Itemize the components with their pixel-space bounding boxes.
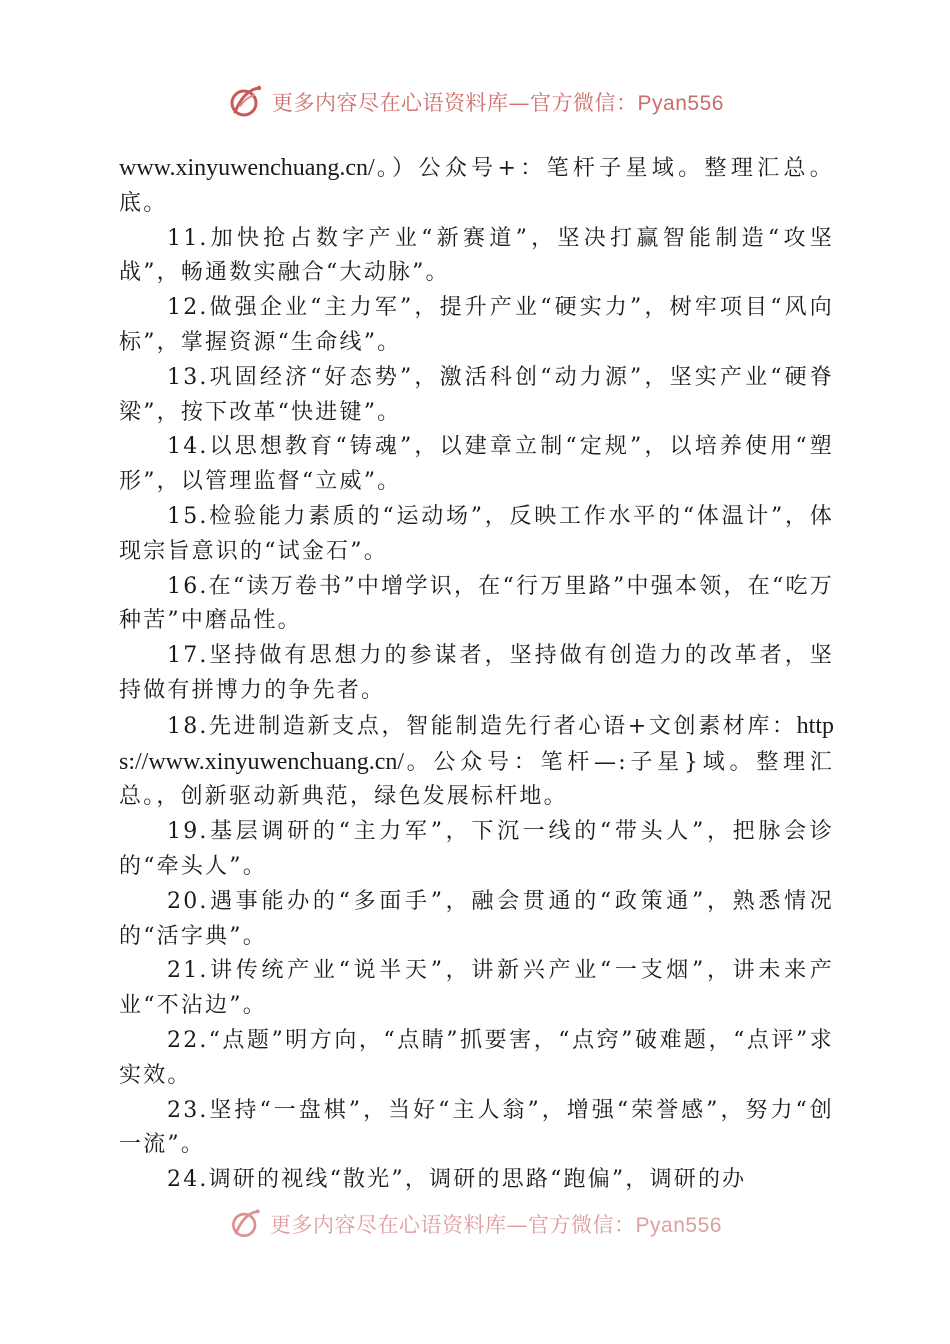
header-banner-text (272, 87, 724, 117)
list-item-16: 16.在“读万卷书”中增学识，在“行万里路”中强本领，在“吃万种苦”中磨品性。 (119, 573, 834, 634)
list-item-17: 17.坚持做有思想力的参谋者，坚持做有创造力的改革者，坚持做有拼博力的争先者。 (119, 643, 834, 703)
footer-banner-cn: 更多内容尽在心语资料库—官方微信： (270, 1213, 636, 1237)
header-banner-cn: 更多内容尽在心语资料库—官方微信： (272, 91, 638, 115)
footer-banner-wechat-id: Pyan556 (635, 1214, 722, 1237)
url-text: www.xinyuwenchuang.cn/ (119, 155, 375, 181)
list-item-13: 13.巩固经济“好态势”，激活科创“动力源”，坚实产业“硬脊梁”，按下改革“快进键”。 (119, 364, 834, 425)
list-item-21: 21.讲传统产业“说半天”，讲新兴产业“一支烟”，讲未来产业“不沾边”。 (119, 958, 834, 1019)
list-item-11: 11.加快抢占数字产业“新赛道”，坚决打赢智能制造“攻坚战”，畅通数实融合“大动脉”。 (119, 225, 834, 286)
list-item-12: 12.做强企业“主力军”，提升产业“硬实力”，树牢项目“风向标”，掌握资源“生命线”。 (119, 295, 834, 355)
page-footer-banner (0, 1206, 950, 1242)
list-item-22: 22.“点题”明方向，“点睛”抓要害，“点窍”破难题，“点评”求实效。 (119, 1027, 834, 1088)
list-item-14: 14.以思想教育“铸魂”，以建章立制“定规”，以培养使用“塑形”，以管理监督“立威”。 (119, 434, 834, 495)
url-text: https://www.xinyuwenchuang.cn/ (119, 712, 834, 775)
list-item-19: 19.基层调研的“主力军”，下沉一线的“带头人”，把脉会诊的“牵头人”。 (119, 819, 834, 879)
list-item-15: 15.检验能力素质的“运动场”，反映工作水平的“体温计”，体现宗旨意识的“试金石”。 (119, 503, 834, 564)
list-item-18 (119, 709, 834, 815)
xinyu-logo-icon (228, 1206, 264, 1242)
footer-banner-text (270, 1209, 722, 1239)
page-header-banner (0, 82, 950, 122)
list-item-18-text-b: 。公众号：笔杆—:子星}域。整理汇总。，创新驱动新典范，绿色发展标杆地。 (119, 749, 834, 810)
paragraph-continuation (119, 151, 834, 222)
list-item-24: 24.调研的视线“散光”，调研的思路“跑偏”，调研的办 (167, 1167, 747, 1193)
header-banner-wechat-id: Pyan556 (637, 92, 724, 115)
document-body (119, 151, 834, 1198)
list-item-23: 23.坚持“一盘棋”，当好“主人翁”，增强“荣誉感”，努力“创一流”。 (119, 1097, 834, 1158)
paragraph-text: 。）公众号+：笔杆子星域。整理汇总。底。 (119, 156, 834, 216)
list-item-20: 20.遇事能办的“多面手”，融会贯通的“政策通”，熟悉情况的“活字典”。 (119, 888, 834, 949)
xinyu-logo-icon (226, 82, 266, 122)
list-item-18-text-a: 18.先进制造新支点，智能制造先行者心语+文创素材库： (167, 713, 797, 739)
